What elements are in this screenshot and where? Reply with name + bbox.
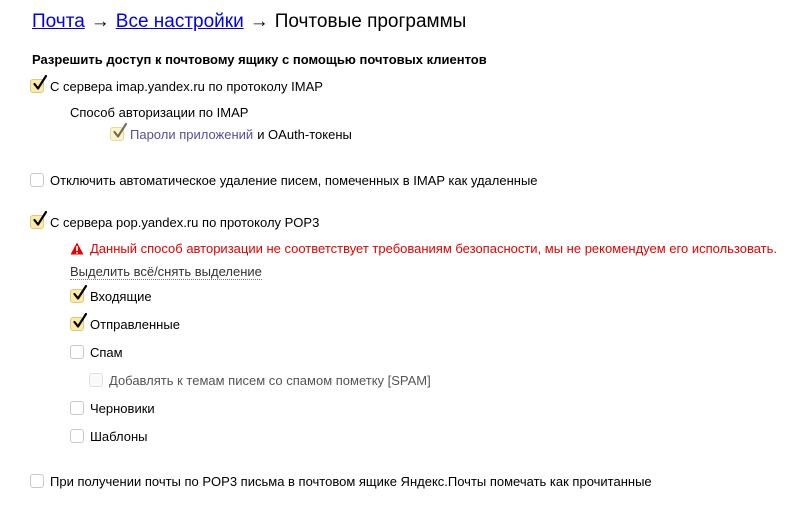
folder-drafts-option[interactable] [70, 399, 155, 417]
security-warning [70, 241, 777, 256]
imap-delete-checkbox[interactable] [30, 173, 44, 187]
breadcrumb-separator: → [90, 11, 110, 32]
checkmark-icon [33, 75, 47, 91]
folder-drafts-label: Черновики [90, 400, 155, 416]
folder-sent-option[interactable] [70, 315, 180, 333]
breadcrumb-separator: → [249, 11, 269, 32]
imap-option[interactable] [30, 77, 323, 95]
folder-templates-option[interactable] [70, 427, 148, 445]
imap-delete-label: Отключить автоматическое удаление писем, помеченных в IMAP как удаленные [50, 172, 538, 188]
section-title: Разрешить доступ к почтовому ящику с помощью почтовых клиентов [32, 52, 487, 67]
folder-sent-checkbox[interactable] [70, 317, 84, 331]
pop3-label: С сервера pop.yandex.ru по протоколу POP3 [50, 214, 320, 230]
checkmark-icon [73, 285, 87, 301]
folder-inbox-label: Входящие [90, 288, 152, 304]
breadcrumb-mail-link[interactable]: Почта [32, 11, 85, 32]
folder-sent-label: Отправленные [90, 316, 180, 332]
select-all-toggle[interactable]: Выделить всё/снять выделение [70, 264, 262, 279]
folder-inbox-option[interactable] [70, 287, 152, 305]
spam-tag-option[interactable] [89, 371, 431, 389]
folder-spam-label: Спам [90, 344, 123, 360]
imap-auth-option[interactable] [110, 125, 352, 143]
imap-auth-checkbox[interactable] [110, 127, 124, 141]
pop3-option[interactable] [30, 213, 319, 231]
warning-text: Данный способ авторизации не соответствует требованиям безопасности, мы не рекомендуем его использовать. [90, 241, 778, 256]
pop3-mark-read-checkbox[interactable] [30, 474, 44, 488]
app-passwords-link[interactable]: Пароли приложений [130, 126, 254, 142]
checkmark-icon [33, 211, 47, 227]
warning-icon [70, 242, 84, 255]
folder-templates-checkbox[interactable] [70, 429, 84, 443]
oauth-tokens-label: и OAuth-токены [257, 126, 352, 142]
pop3-checkbox[interactable] [30, 215, 44, 229]
imap-checkbox[interactable] [30, 79, 44, 93]
imap-delete-option[interactable] [30, 171, 538, 189]
page-title: Почтовые программы [274, 11, 467, 32]
spam-tag-label: Добавлять к темам писем со спамом пометку [SPAM] [109, 372, 431, 388]
folder-spam-option[interactable] [70, 343, 123, 361]
checkmark-icon [73, 313, 87, 329]
checkmark-icon [113, 123, 127, 139]
pop3-mark-read-option[interactable] [30, 472, 652, 490]
spam-tag-checkbox[interactable] [89, 373, 103, 387]
folder-drafts-checkbox[interactable] [70, 401, 84, 415]
folder-inbox-checkbox[interactable] [70, 289, 84, 303]
folder-spam-checkbox[interactable] [70, 345, 84, 359]
breadcrumb-all-settings-link[interactable]: Все настройки [115, 11, 244, 32]
imap-label: С сервера imap.yandex.ru по протоколу IMAP [50, 78, 323, 94]
imap-auth-title: Способ авторизации по IMAP [70, 105, 249, 120]
pop3-mark-read-label: При получении почты по POP3 письма в почтовом ящике Яндекс.Почты помечать как прочитанные [50, 473, 652, 489]
folder-templates-label: Шаблоны [90, 428, 148, 444]
breadcrumb [32, 10, 466, 34]
